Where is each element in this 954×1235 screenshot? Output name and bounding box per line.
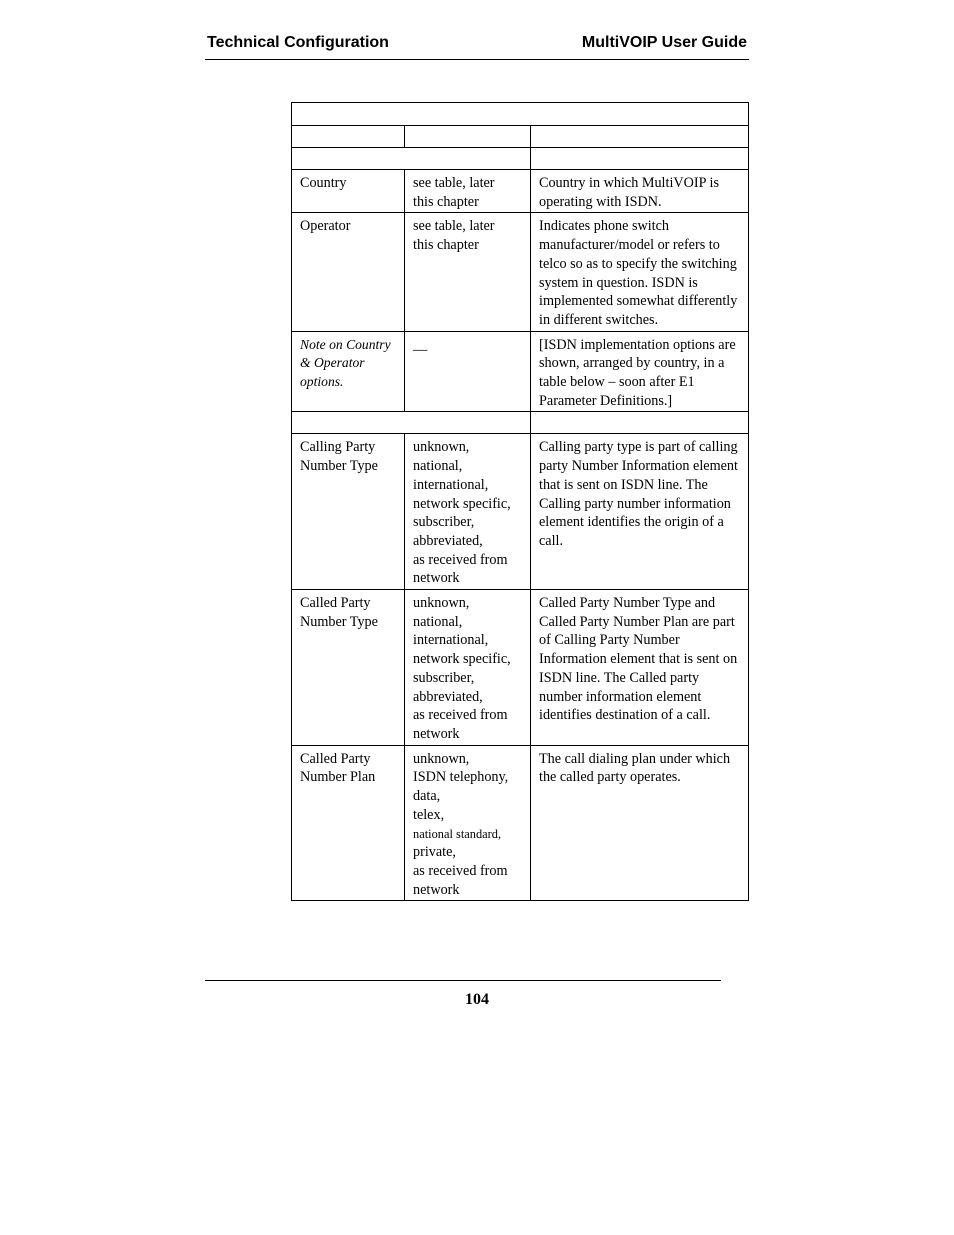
field-name: Called Party Number Type — [292, 590, 405, 746]
field-values: unknown, ISDN telephony, data, telex, national standard, private, as received from network — [405, 745, 531, 901]
page-number: 104 — [465, 991, 489, 1008]
group-heading-cell-empty — [531, 412, 749, 434]
guide-title: MultiVOIP User Guide — [581, 34, 747, 51]
table-row — [292, 213, 749, 331]
field-values: see table, later this chapter — [405, 170, 531, 213]
section-title: Technical Configuration — [207, 34, 389, 51]
field-description: The call dialing plan under which the called party operates. — [531, 745, 749, 901]
field-name: Operator — [292, 213, 405, 331]
table-title-row — [292, 103, 749, 126]
field-description: Calling party type is part of calling party Number Information element that is sent on ISDN line. The Calling party number information element identifies the origin of a call. — [531, 434, 749, 590]
field-values: unknown, national, international, network specific, subscriber, abbreviated, as received from network — [405, 434, 531, 590]
header-cell-field — [292, 126, 405, 148]
field-description: Indicates phone switch manufacturer/model or refers to telco so as to specify the switching system in question. ISDN is implemented somewhat differently in different switches. — [531, 213, 749, 331]
note-description: [ISDN implementation options are shown, arranged by country, in a table below – soon after E1 Parameter Definitions.] — [531, 331, 749, 412]
page-header — [205, 34, 749, 60]
header-cell-description — [531, 126, 749, 148]
group-heading-cell — [292, 148, 531, 170]
field-name: Calling Party Number Type — [292, 434, 405, 590]
field-description: Country in which MultiVOIP is operating with ISDN. — [531, 170, 749, 213]
table-row — [292, 434, 749, 590]
group-heading-row — [292, 412, 749, 434]
header-cell-values — [405, 126, 531, 148]
group-heading-cell-empty — [531, 148, 749, 170]
group-heading-row — [292, 148, 749, 170]
table-row-note — [292, 331, 749, 412]
field-name: Called Party Number Plan — [292, 745, 405, 901]
footer-divider — [205, 980, 721, 981]
field-name: Country — [292, 170, 405, 213]
note-values: __ — [405, 331, 531, 412]
table-row — [292, 170, 749, 213]
isdn-parameters-table — [291, 102, 749, 901]
group-heading-cell — [292, 412, 531, 434]
table-title-cell — [292, 103, 749, 126]
table-header-row — [292, 126, 749, 148]
field-description: Called Party Number Type and Called Party Number Plan are part of Calling Party Number Information element that is sent on ISDN line. The Called party number information element identifies destination of a call. — [531, 590, 749, 746]
table-row — [292, 745, 749, 901]
note-label: Note on Country & Operator options. — [292, 331, 405, 412]
field-values: see table, later this chapter — [405, 213, 531, 331]
field-values: unknown, national, international, network specific, subscriber, abbreviated, as received from network — [405, 590, 531, 746]
table-row — [292, 590, 749, 746]
